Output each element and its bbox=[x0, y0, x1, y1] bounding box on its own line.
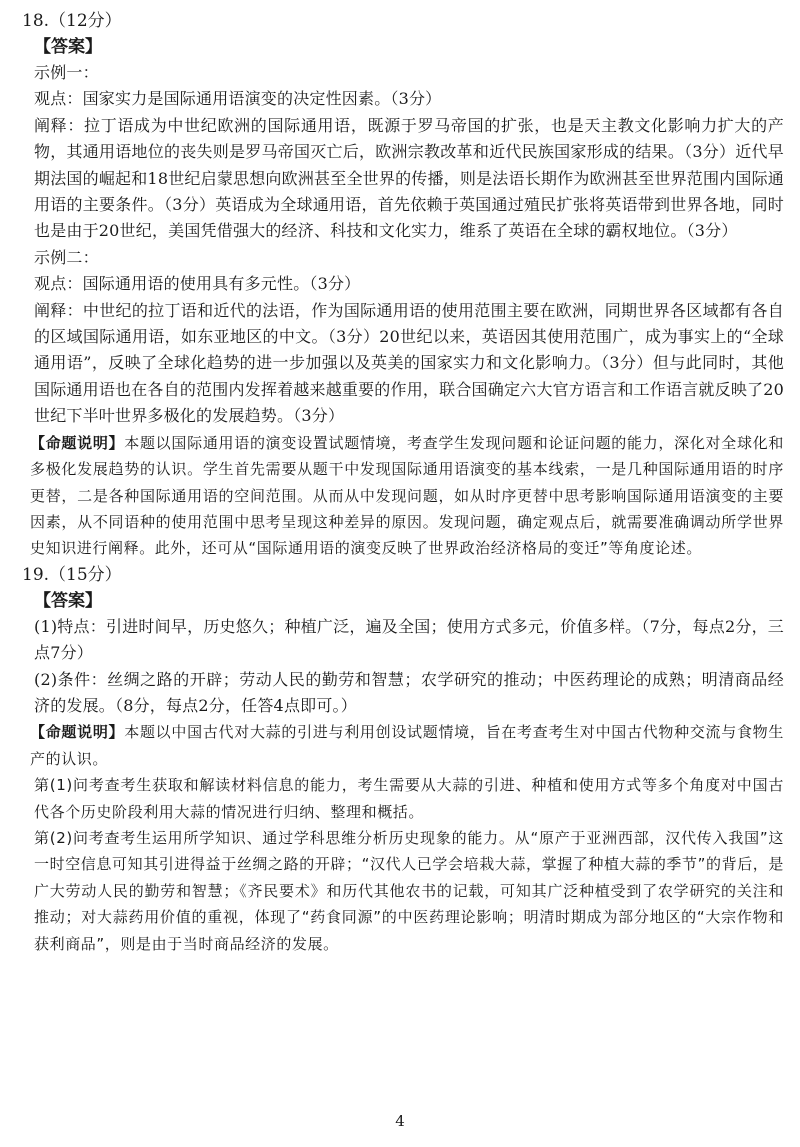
question-18-body bbox=[22, 34, 784, 430]
question-19-design-note bbox=[22, 719, 784, 772]
example-1-viewpoint: 观点：国家实力是国际通用语演变的决定性因素。（3分） bbox=[34, 89, 442, 109]
question-19-heading: 19.（15分） bbox=[22, 564, 122, 585]
question-19-note-part-2: 第(2)问考查考生运用所学知识、通过学科思维分析历史现象的能力。从“原产于亚洲西部，汉代传入我国”这一时空信息可知其引进得益于丝绸之路的开辟；“汉代人已学会培栽大蒜，掌握了种植大蒜的季节”的背后，是广大劳动人民的勤劳和智慧；《齐民要术》和历代其他农书的记载，可知其广泛种植受到了农学研究的关注和推动；对大蒜药用价值的重视，体现了“药食同源”的中医药理论影响；明清时期成为部分地区的“大宗作物和获利商品”，则是由于当时商品经济的发展。 bbox=[34, 828, 784, 953]
answer-tag: 【答案】 bbox=[34, 37, 102, 57]
example-2-viewpoint: 观点：国际通用语的使用具有多元性。（3分） bbox=[34, 274, 361, 294]
question-19-body bbox=[22, 588, 784, 720]
example-2-label: 示例二： bbox=[34, 247, 99, 267]
example-1-explanation: 阐释：拉丁语成为中世纪欧洲的国际通用语，既源于罗马帝国的扩张，也是天主教文化影响力扩大的产物，其通用语地位的丧失则是罗马帝国灭亡后，欧洲宗教改革和近代民族国家形成的结果。（3分）近代早期法国的崛起和18世纪启蒙思想向欧洲甚至全世界的传播，则是法语长期作为欧洲甚至世界范围内国际通用语的主要条件。（3分）英语成为全球通用语，首先依赖于英国通过殖民扩张将英语带到世界各地，同时也是由于20世纪，美国凭借强大的经济、科技和文化实力，维系了英语在全球的霸权地位。（3分） bbox=[34, 115, 784, 241]
page-number: 4 bbox=[395, 1112, 405, 1130]
question-18-heading: 18.（12分） bbox=[22, 11, 122, 31]
example-1-label: 示例一： bbox=[34, 63, 99, 82]
design-note-text: 本题以中国古代对大蒜的引进与利用创设试题情境，旨在考查考生对中国古代物种交流与食物生产的认识。 bbox=[30, 723, 784, 768]
design-note-label: 【命题说明】 bbox=[30, 433, 125, 452]
answer-tag: 【答案】 bbox=[34, 590, 102, 611]
answer-page bbox=[22, 8, 784, 957]
question-18-design-note bbox=[22, 430, 784, 562]
answer-part-2: (2)条件：丝绸之路的开辟；劳动人民的勤劳和智慧；农学研究的推动；中医药理论的成熟；明清商品经济的发展。（8分，每点2分，任答4点即可。） bbox=[34, 669, 784, 715]
question-19-note-part-1: 第(1)问考查考生获取和解读材料信息的能力，考生需要从大蒜的引进、种植和使用方式等多个角度对中国古代各个历史阶段利用大蒜的情况进行归纳、整理和概括。 bbox=[34, 776, 784, 821]
design-note-label: 【命题说明】 bbox=[30, 723, 125, 742]
design-note-text: 本题以国际通用语的演变设置试题情境，考查学生发现问题和论证问题的能力，深化对全球化和多极化发展趋势的认识。学生首先需要从题干中发现国际通用语演变的基本线索，一是几种国际通用语的时序更替，二是各种国际通用语的空间范围。从而从中发现问题，如从时序更替中思考影响国际通用语演变的主要因素，从不同语种的使用范围中思考呈现这种差异的原因。发现问题，确定观点后，就需要准确调动所学世界史知识进行阐释。此外，还可从“国际通用语的演变反映了世界政治经济格局的变迁”等角度论述。 bbox=[30, 433, 784, 558]
example-2-explanation: 阐释：中世纪的拉丁语和近代的法语，作为国际通用语的使用范围主要在欧洲，同期世界各区域都有各自的区域国际通用语，如东亚地区的中文。（3分）20世纪以来，英语因其使用范围广，成为事实上的“全球通用语”，反映了全球化趋势的进一步加强以及英美的国家实力和文化影响力。（3分）但与此同时，其他国际通用语也在各自的范围内发挥着越来越重要的作用，联合国确定六大官方语言和工作语言就反映了20世纪下半叶世界多极化的发展趋势。（3分） bbox=[34, 300, 784, 426]
answer-part-1: (1)特点：引进时间早，历史悠久；种植广泛，遍及全国；使用方式多元，价值多样。（7分，每点2分，三点7分） bbox=[34, 616, 784, 663]
